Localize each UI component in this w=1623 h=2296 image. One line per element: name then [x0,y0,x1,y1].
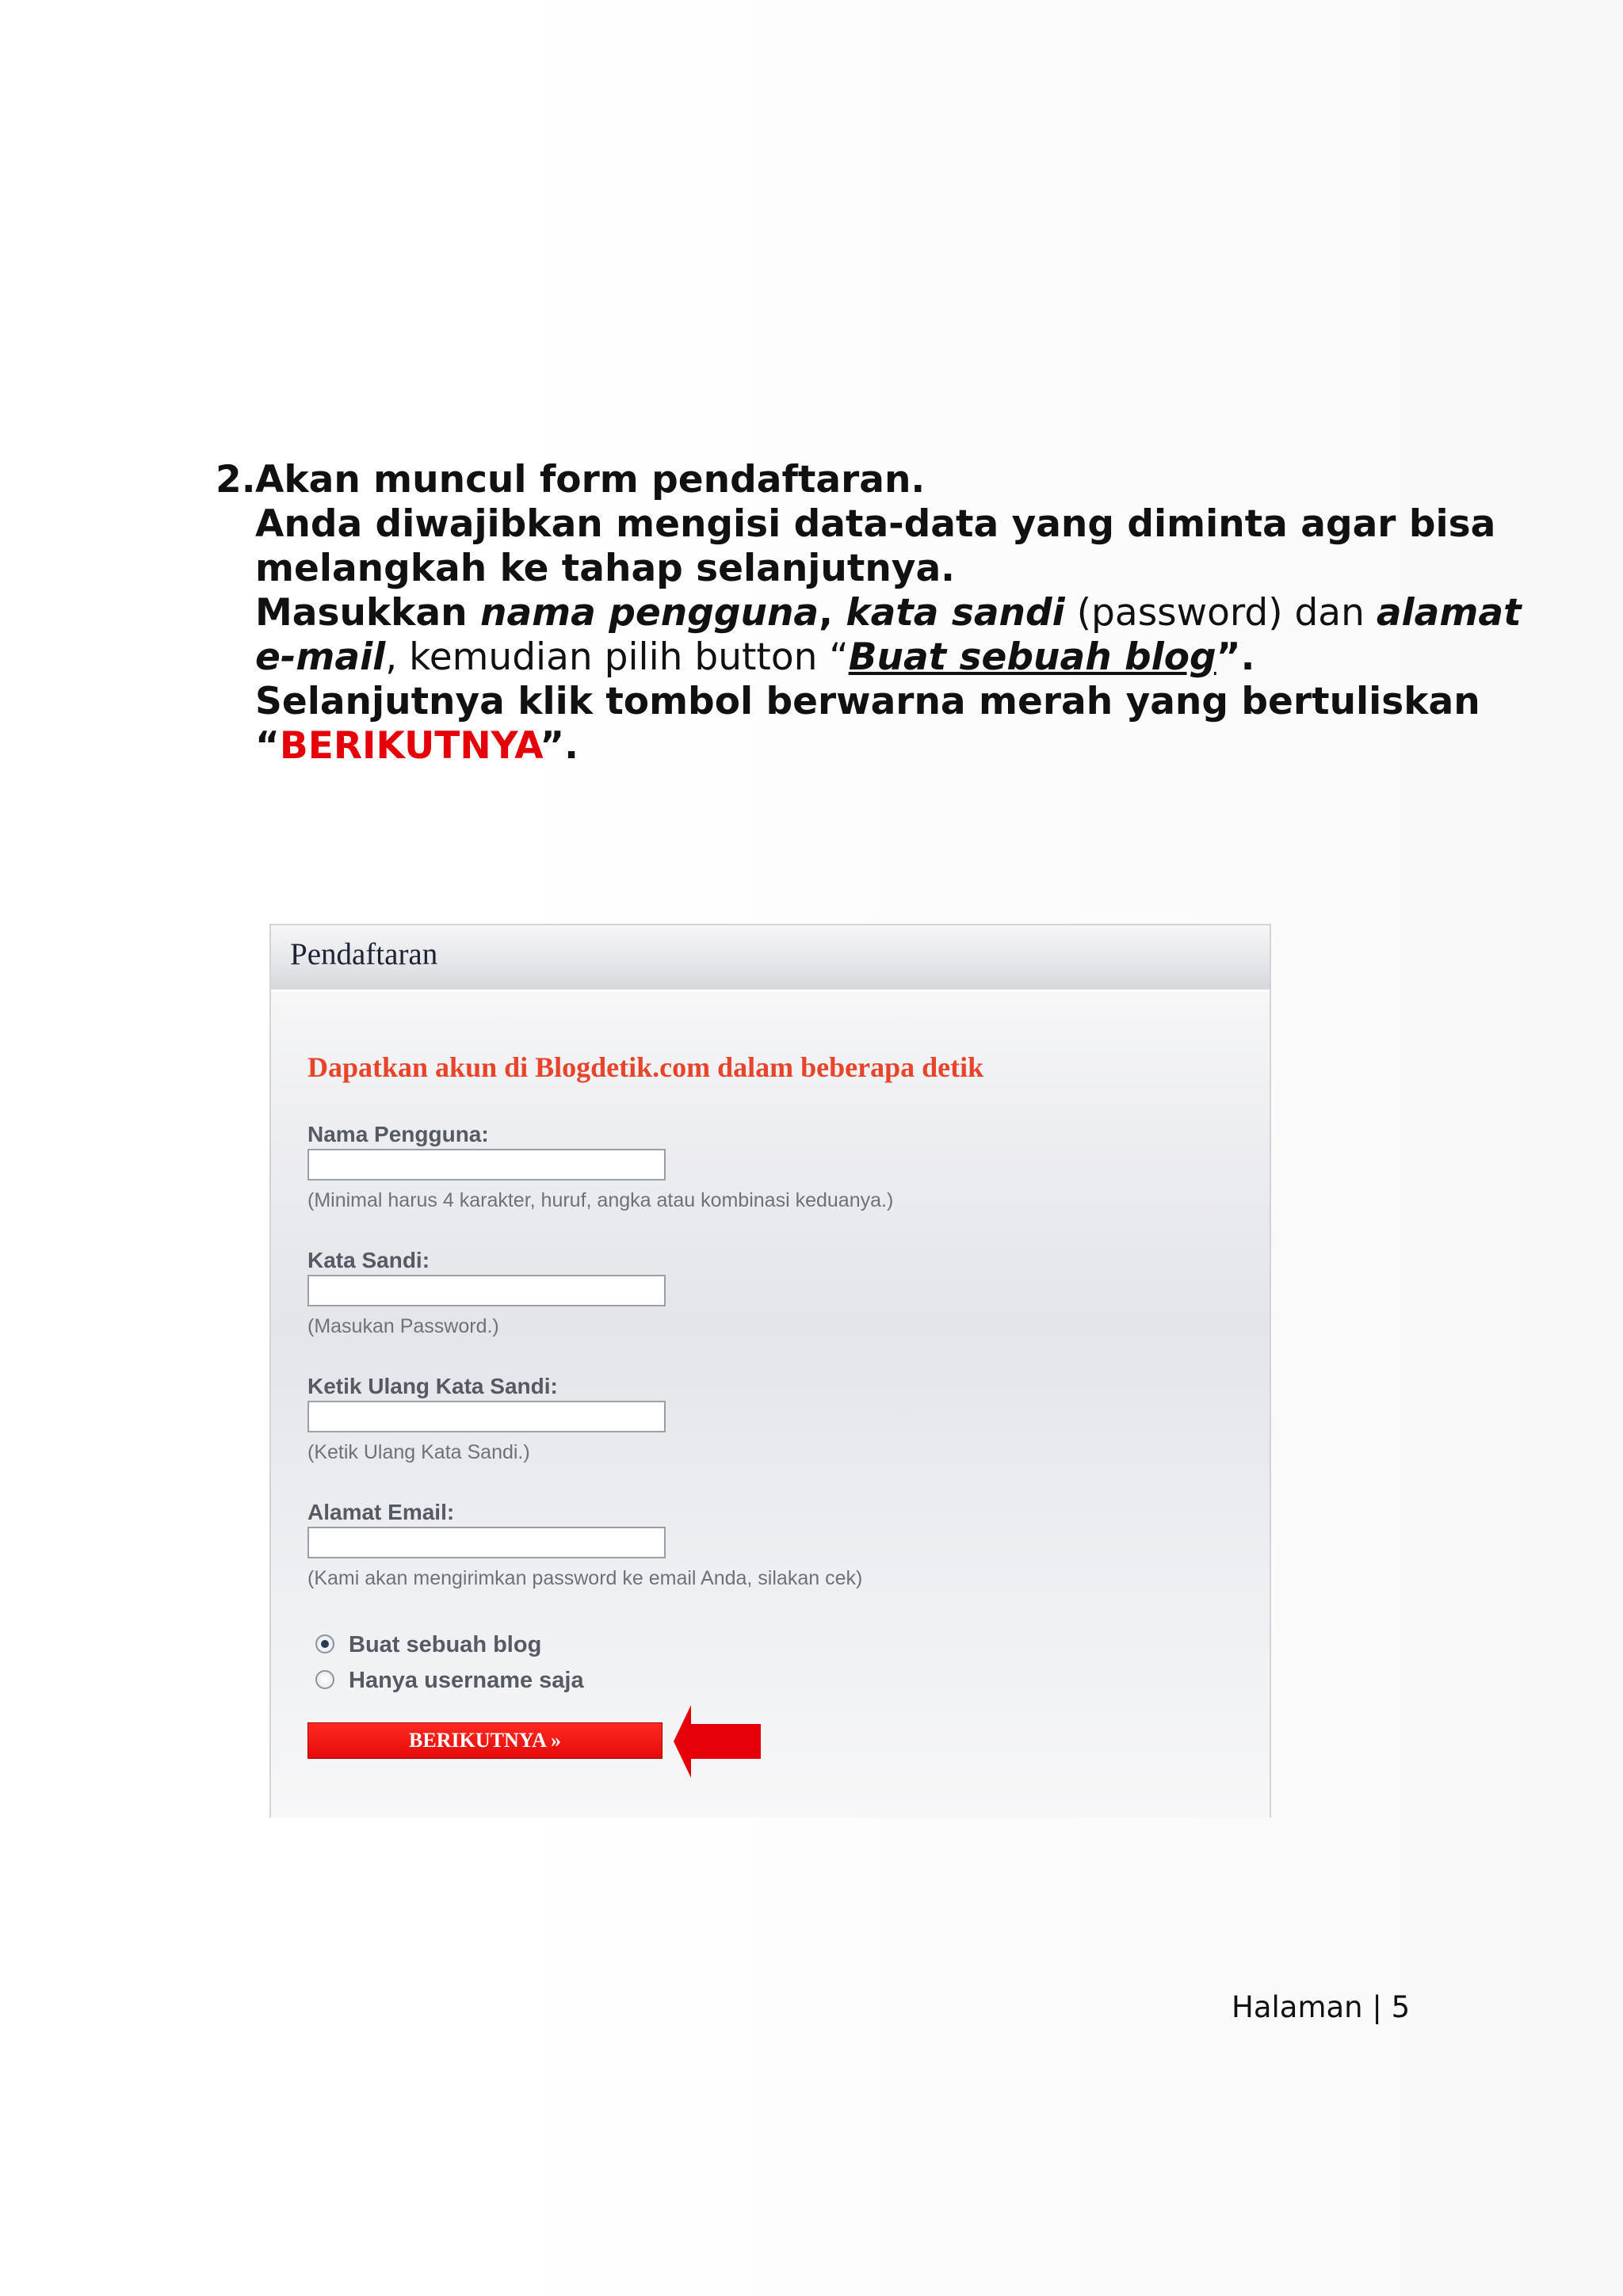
email-input[interactable] [307,1527,666,1558]
form-title: Pendaftaran [290,937,438,971]
form-header [271,925,1270,992]
registration-screenshot [269,924,1271,1817]
text-fragment: “ [255,724,280,768]
instruction-line [255,724,1412,769]
red-keyword: BERIKUTNYA [279,724,540,768]
text-fragment: ”. [1216,635,1255,679]
instruction-line: Anda diwajibkan mengisi data-data yang diminta agar bisa [255,502,1496,546]
emphasis-username: nama pengguna [479,591,819,635]
username-input[interactable] [307,1149,666,1180]
instruction-line: Akan muncul form pendaftaran. [255,458,926,502]
text-fragment: Masukkan [255,591,480,635]
next-button[interactable]: BERIKUTNYA » [307,1722,663,1759]
password-input[interactable] [307,1275,666,1306]
instruction-line [255,635,1412,680]
password-label: Kata Sandi: [307,1248,430,1272]
confirm-password-hint: (Ketik Ulang Kata Sandi.) [307,1441,530,1463]
page-number: Halaman | 5 [1232,1990,1411,2024]
password-hint: (Masukan Password.) [307,1315,499,1337]
option-label: Hanya username saja [349,1668,584,1693]
confirm-password-input[interactable] [307,1401,666,1432]
step-number: 2. [216,458,256,502]
email-label: Alamat Email: [307,1500,455,1524]
instruction-line [255,591,1522,635]
text-fragment: , [819,591,846,635]
text-fragment: (password) dan [1064,591,1377,635]
username-hint: (Minimal harus 4 karakter, huruf, angka atau kombinasi keduanya.) [307,1189,894,1211]
instruction-line: melangkah ke tahap selanjutnya. [255,547,956,590]
username-label: Nama Pengguna: [307,1122,489,1146]
radio-unselected-icon[interactable] [315,1670,334,1689]
email-hint: (Kami akan mengirimkan password ke email Anda, silakan cek) [307,1567,863,1589]
text-fragment: , kemudian pilih button “ [385,635,849,679]
red-arrow-left-icon [674,1705,761,1778]
text-fragment: ”. [540,724,579,768]
button-reference: Buat sebuah blog [848,635,1216,679]
emphasis-email: alamat [1376,591,1522,635]
confirm-password-label: Ketik Ulang Kata Sandi: [307,1374,558,1398]
radio-selected-icon[interactable] [315,1634,334,1653]
form-headline: Dapatkan akun di Blogdetik.com dalam beberapa detik [307,1051,984,1083]
instruction-text [255,458,1522,769]
emphasis-email-cont: e-mail [255,635,386,679]
instruction-line: Selanjutnya klik tombol berwarna merah yang bertuliskan [255,680,1480,723]
option-label: Buat sebuah blog [349,1632,542,1657]
emphasis-password: kata sandi [846,591,1065,635]
